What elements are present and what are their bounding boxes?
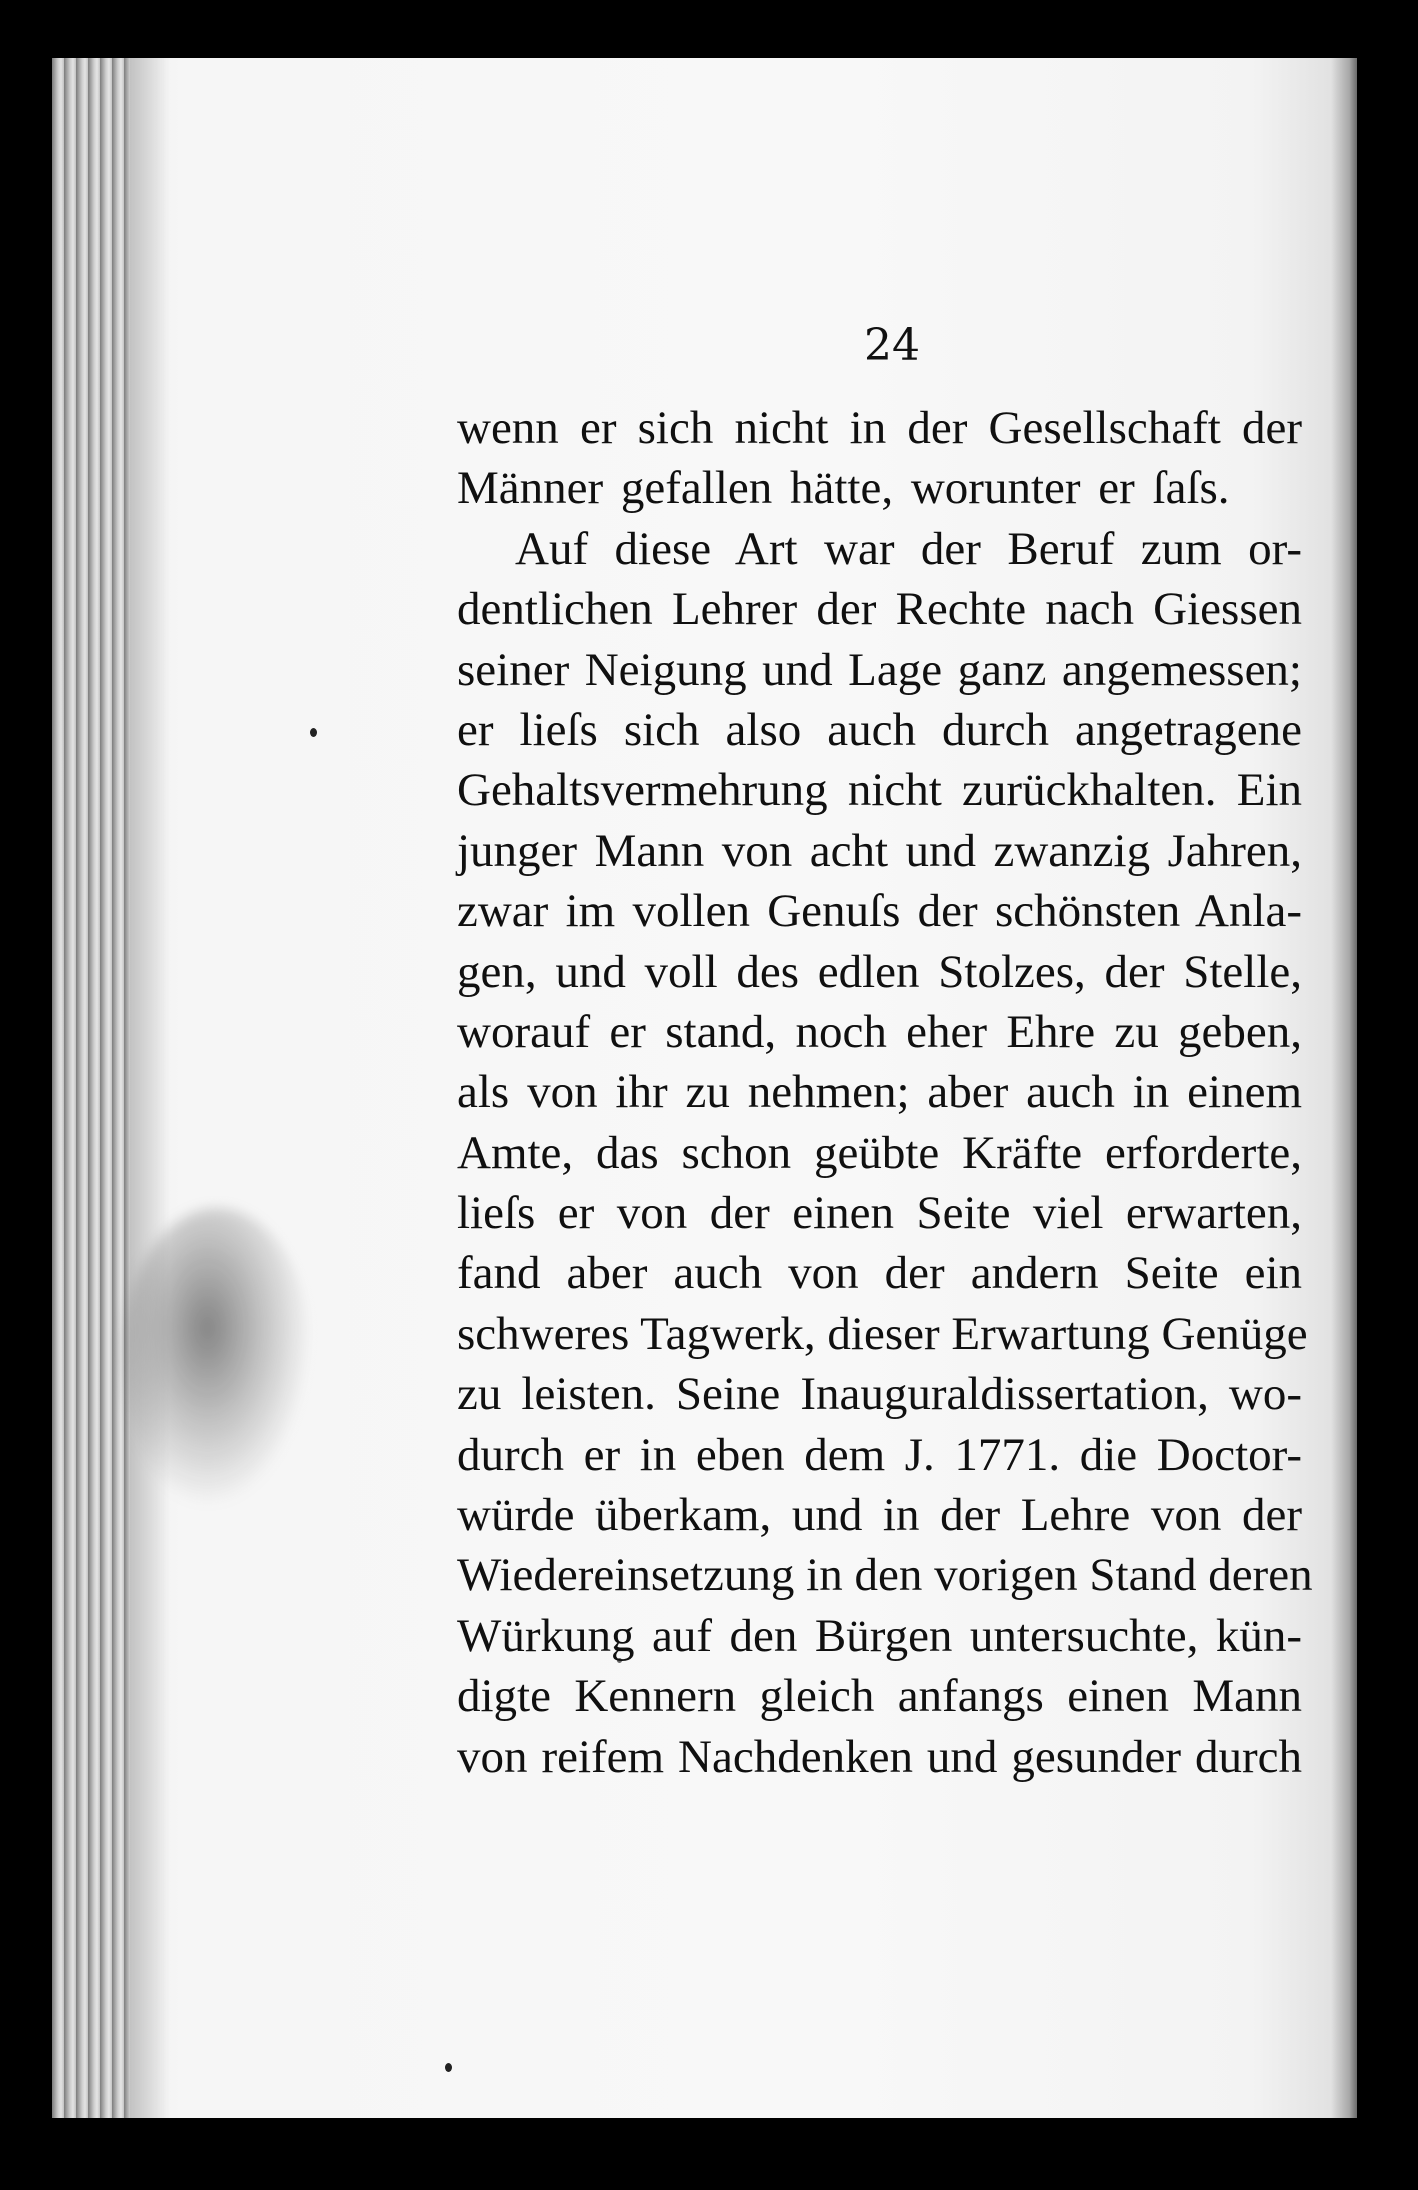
text-line: Männer gefallen hätte, worunter er ſaſs. [457,462,1230,515]
text-line: junger Mann von acht und zwanzig Jahren, [457,824,1302,877]
text-line: Auf diese Art war der Beruf zum or- [515,522,1302,575]
text-line: dentlichen Lehrer der Rechte nach Giessen [457,583,1302,636]
text-line: Würkung auf den Bürgen untersuchte, kün- [457,1609,1302,1662]
text-line: gen, und voll des edlen Stolzes, der Stelle, [457,945,1302,998]
text-line: wenn er sich nicht in der Gesellschaft der [457,402,1302,454]
page-edges [52,58,130,2118]
ink-stain [122,1208,312,1508]
text-line: Gehaltsvermehrung nicht zurückhalten. Ein [457,764,1302,817]
text-line: durch er in eben dem J. 1771. die Doctor- [457,1428,1302,1481]
text-line: als von ihr zu nehmen; aber auch in einem [457,1066,1302,1119]
book-page [52,58,1357,2118]
body-text [457,398,1313,1787]
text-line: seiner Neigung und Lage ganz angemessen; [457,643,1302,696]
text-line: zu leisten. Seine Inauguraldissertation, wo- [457,1368,1302,1421]
page-number: 24 [864,320,920,371]
text-line: digte Kennern gleich anfangs einen Mann [457,1670,1302,1723]
text-line: würde überkam, und in der Lehre von der [457,1489,1302,1542]
text-line: von reifem Nachdenken und gesunder durch [457,1730,1302,1783]
page-right-edge [1331,58,1357,2118]
text-line: schweres Tagwerk, dieser Erwartung Genüge [457,1307,1308,1360]
ink-speck [445,2063,452,2072]
text-line: zwar im vollen Genuſs der schönsten Anla- [457,885,1302,938]
text-line: Amte, das schon geübte Kräfte erforderte, [457,1126,1302,1179]
text-line: fand aber auch von der andern Seite ein [457,1247,1302,1300]
text-line: er lieſs sich also auch durch angetragene [457,703,1302,756]
text-line: lieſs er von der einen Seite viel erwarten, [457,1187,1302,1240]
ink-speck [310,728,317,737]
text-line: Wiedereinsetzung in den vorigen Stand deren [457,1549,1313,1602]
text-line: worauf er stand, noch eher Ehre zu geben, [457,1005,1302,1058]
